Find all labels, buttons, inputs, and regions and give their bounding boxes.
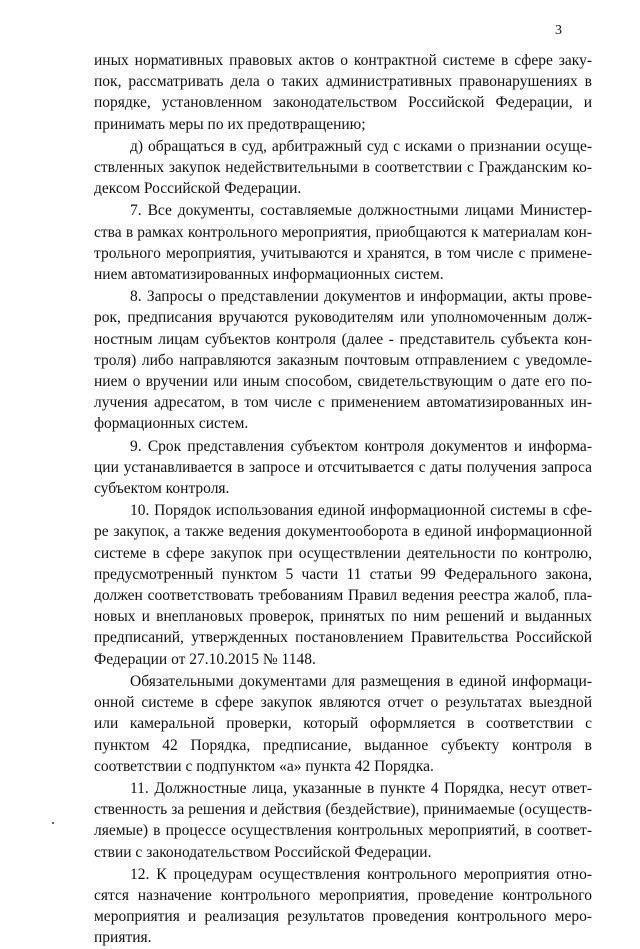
scan-speck [52,822,54,824]
paragraph-11: 11. Должностные лица, указанные в пункте 4 Порядка, несут ответственность за решения и действия (бездействие), принимаемые (осуществляемые) в процессе осуществления контрольных мероприятий, в соответствии с законодательством Российской Федерации. [94,779,592,861]
paragraph-continuation: иных нормативных правовых актов о контрактной системе в сфере закупок, рассматривать дела о таких административных правонарушениях в порядке, установленном законодательством Российской Федерации, и принимать меры по их предотвращению; [94,52,592,133]
paragraph-subitem-d: д) обращаться в суд, арбитражный суд с исками о признании осуществленных закупок недействительными в соответствии с Гражданским кодексом Российской Федерации. [94,137,592,198]
paragraph-8: 8. Запросы о представлении документов и информации, акты проверок, предписания вручаются руководителям или уполномоченным должностным лицам субъектов контроля (далее - представитель субъекта контроля) либо направляются заказным почтовым отправлением с уведомлением о вручении или иным способом, свидетельствующим о дате его получения адресатом, в том числе с применением автоматизированных информационных систем. [94,288,592,433]
paragraph-10: 10. Порядок использования единой информационной системы в сфере закупок, а также ведения документооборота в единой информационной системе в сфере закупок при осуществлении деятельности по контролю, предусмотренный пунктом 5 части 11 статьи 99 Федерального закона, должен соответствовать требованиям Правил ведения реестра жалоб, плановых и внеплановых проверок, принятых по ним решений и выданных предписаний, утвержденных постановлением Правительства Российской Федерации от 27.10.2015 № 1148. [94,502,592,668]
paragraph-9: 9. Срок представления субъектом контроля документов и информации устанавливается в запросе и отсчитывается с даты получения запроса субъектом контроля. [94,437,592,498]
paragraph-7: 7. Все документы, составляемые должностными лицами Министерства в рамках контрольного мероприятия, приобщаются к материалам контрольного мероприятия, учитываются и хранятся, в том числе с применением автоматизированных информационных систем. [94,202,592,284]
paragraph-10-mandatory-documents: Обязательными документами для размещения в единой информационной системе в сфере закупок являются отчет о результатах выездной или камеральной проверки, который оформляется в соответствии с пунктом 42 Порядка, предписание, выданное субъекту контроля в соответствии с подпунктом «а» пункта 42 Порядка. [94,672,592,775]
page-number: 3 [555,23,562,38]
paragraph-12: 12. К процедурам осуществления контрольного мероприятия относятся назначение контрольного мероприятия, проведение контрольного мероприятия и реализация результатов проведения контрольного мероприятия. [94,865,592,947]
document-body [94,50,592,949]
